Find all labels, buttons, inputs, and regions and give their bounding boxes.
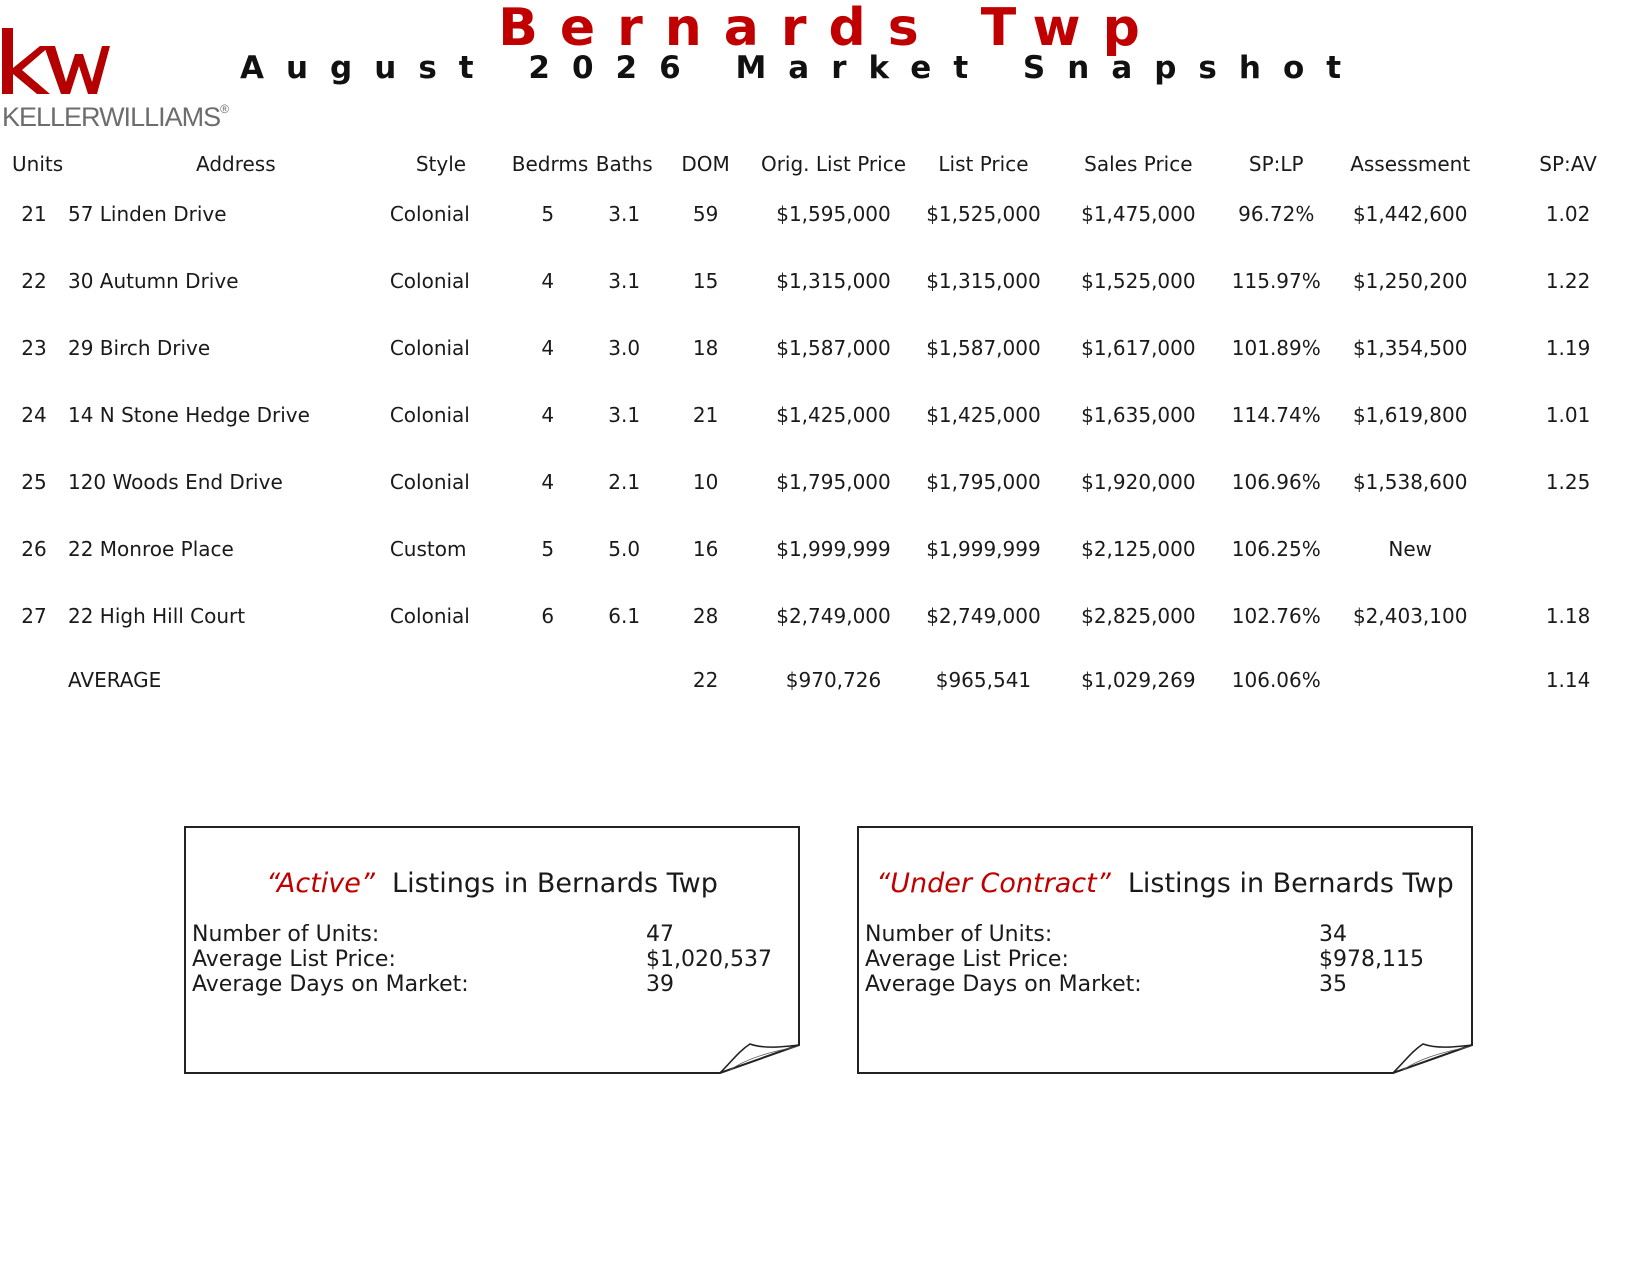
cell-baths: 3.1 [608, 268, 641, 293]
cell-assessment: $1,538,600 [1352, 469, 1468, 494]
cell-baths: 3.1 [608, 402, 641, 427]
cell-sp-lp: 114.74% [1231, 402, 1321, 427]
col-header-list-price: List Price [938, 152, 1029, 176]
cell-address: 22 Monroe Place [67, 536, 234, 561]
cell-dom: 16 [692, 536, 719, 561]
active-stat-avg-dom [192, 972, 792, 997]
stat-value: 47 [646, 922, 674, 947]
cell-unit: 23 [21, 335, 47, 360]
active-title-text: Listings in Bernards Twp [392, 868, 718, 899]
cell-bedrooms: 4 [541, 335, 555, 360]
active-stats [192, 922, 792, 997]
cell-sales-price: $1,635,000 [1081, 402, 1196, 427]
contract-stat-avg-dom [865, 972, 1465, 997]
cell-sp-av: 1.22 [1545, 268, 1591, 293]
cell-list-price: $1,425,000 [926, 402, 1041, 427]
stat-value: 35 [1319, 972, 1347, 997]
stat-label: Average Days on Market: [865, 972, 1142, 997]
cell-bedrooms: 4 [541, 469, 555, 494]
col-header-address: Address [195, 152, 276, 176]
cell-baths: 3.0 [608, 335, 641, 360]
col-header-sp-lp: SP:LP [1248, 152, 1304, 176]
brand-bold: KELLER [2, 102, 100, 132]
keller-williams-logo [0, 22, 240, 137]
cell-style: Colonial [389, 402, 470, 427]
cell-dom: 59 [692, 201, 719, 226]
cell-empty [596, 649, 653, 711]
cell-style: Colonial [389, 335, 470, 360]
cell-unit: 22 [21, 268, 47, 293]
contract-stats [865, 922, 1465, 997]
cell-orig-list-price: $1,315,000 [776, 268, 891, 293]
cell-style: Colonial [389, 268, 470, 293]
cell-sales-price: $1,475,000 [1081, 201, 1196, 226]
stat-label: Average Days on Market: [192, 972, 469, 997]
col-header-baths: Baths [595, 152, 653, 176]
table-header-row [0, 148, 1650, 180]
contract-panel-title [857, 868, 1473, 899]
col-header-dom: DOM [681, 152, 730, 176]
cell-orig-list-price: $1,999,999 [776, 536, 891, 561]
cell-style: Colonial [389, 469, 470, 494]
col-header-assessment: Assessment [1350, 152, 1471, 176]
cell-empty [0, 649, 68, 711]
sales-table [0, 148, 1650, 711]
cell-sales-price: $2,825,000 [1081, 603, 1196, 628]
keller-williams-wordmark [2, 102, 228, 133]
cell-unit: 24 [21, 402, 47, 427]
cell-baths: 6.1 [608, 603, 641, 628]
cell-sp-av: 1.18 [1545, 603, 1591, 628]
col-header-bedrooms: Bedrms [511, 152, 589, 176]
contract-stat-avg-list-price [865, 947, 1465, 972]
cell-average-list-price: $965,541 [935, 668, 1032, 692]
table-row [0, 314, 1650, 381]
cell-assessment: $1,619,800 [1352, 402, 1468, 427]
cell-list-price: $2,749,000 [926, 603, 1041, 628]
cell-sp-av: 1.25 [1545, 469, 1591, 494]
table-row [0, 448, 1650, 515]
table-row [0, 582, 1650, 649]
cell-address: 22 High Hill Court [67, 603, 246, 628]
col-header-units: Units [12, 152, 64, 176]
cell-orig-list-price: $1,425,000 [776, 402, 891, 427]
cell-assessment: New [1388, 536, 1432, 561]
cell-assessment: $1,442,600 [1352, 201, 1468, 226]
cell-sp-av: 1.02 [1545, 201, 1591, 226]
cell-sales-price: $1,525,000 [1081, 268, 1196, 293]
active-panel-title [184, 868, 800, 899]
page-title: Bernards Twp [498, 0, 1162, 58]
cell-style: Custom [389, 536, 467, 561]
cell-address: 30 Autumn Drive [67, 268, 239, 293]
cell-dom: 21 [692, 402, 719, 427]
under-contract-listings-panel [857, 826, 1473, 1074]
table-row [0, 180, 1650, 247]
cell-unit: 27 [21, 603, 47, 628]
page-subtitle: August 2026 Market Snapshot [240, 50, 1364, 86]
cell-orig-list-price: $2,749,000 [776, 603, 891, 628]
cell-unit: 26 [21, 536, 47, 561]
cell-style: Colonial [389, 603, 470, 628]
cell-orig-list-price: $1,587,000 [776, 335, 891, 360]
cell-empty [500, 649, 596, 711]
cell-sales-price: $1,920,000 [1081, 469, 1196, 494]
cell-average-orig-list-price: $970,726 [785, 668, 882, 692]
stat-value: $1,020,537 [646, 947, 772, 972]
cell-list-price: $1,587,000 [926, 335, 1041, 360]
table-row [0, 381, 1650, 448]
cell-assessment: $2,403,100 [1352, 603, 1468, 628]
cell-baths: 2.1 [608, 469, 641, 494]
col-header-sales-price: Sales Price [1084, 152, 1193, 176]
contract-stat-units [865, 922, 1465, 947]
cell-average-sp-lp: 106.06% [1231, 668, 1321, 692]
cell-bedrooms: 4 [541, 268, 555, 293]
cell-list-price: $1,525,000 [926, 201, 1041, 226]
cell-empty [378, 649, 500, 711]
cell-bedrooms: 4 [541, 402, 555, 427]
cell-sp-lp: 115.97% [1231, 268, 1321, 293]
cell-sp-av [1486, 515, 1650, 582]
col-header-orig-list-price: Orig. List Price [760, 152, 907, 176]
cell-unit: 21 [21, 201, 47, 226]
cell-average-sales-price: $1,029,269 [1081, 668, 1196, 692]
sales-table-body [0, 180, 1650, 711]
registered-mark: ® [220, 102, 228, 116]
cell-bedrooms: 5 [541, 536, 555, 561]
cell-assessment: $1,250,200 [1352, 268, 1468, 293]
cell-sp-lp: 106.25% [1231, 536, 1321, 561]
cell-list-price: $1,999,999 [926, 536, 1041, 561]
col-header-style: Style [415, 152, 467, 176]
cell-sp-lp: 96.72% [1238, 201, 1315, 226]
cell-bedrooms: 6 [541, 603, 555, 628]
cell-average-dom: 22 [692, 668, 719, 692]
cell-sp-lp: 101.89% [1231, 335, 1321, 360]
table-row [0, 247, 1650, 314]
active-stat-units [192, 922, 792, 947]
cell-list-price: $1,795,000 [926, 469, 1041, 494]
cell-dom: 28 [692, 603, 719, 628]
kw-logo-icon [0, 22, 110, 97]
col-header-sp-av: SP:AV [1539, 152, 1597, 176]
cell-orig-list-price: $1,795,000 [776, 469, 891, 494]
cell-sp-lp: 102.76% [1231, 603, 1321, 628]
brand-light: WILLIAMS [99, 102, 221, 132]
active-status-label: “Active” [266, 868, 375, 899]
cell-address: 29 Birch Drive [67, 335, 211, 360]
stat-label: Average List Price: [192, 947, 396, 972]
cell-address: 57 Linden Drive [67, 201, 227, 226]
stat-value: 39 [646, 972, 674, 997]
contract-status-label: “Under Contract” [876, 868, 1111, 899]
cell-baths: 5.0 [608, 536, 641, 561]
cell-sp-av: 1.01 [1545, 402, 1591, 427]
cell-unit: 25 [21, 469, 47, 494]
cell-sp-av: 1.19 [1545, 335, 1591, 360]
cell-empty [1334, 649, 1486, 711]
cell-address: 120 Woods End Drive [67, 469, 283, 494]
cell-dom: 15 [692, 268, 719, 293]
cell-baths: 3.1 [608, 201, 641, 226]
stat-label: Number of Units: [865, 922, 1053, 947]
cell-list-price: $1,315,000 [926, 268, 1041, 293]
cell-sp-lp: 106.96% [1231, 469, 1321, 494]
contract-title-text: Listings in Bernards Twp [1127, 868, 1454, 899]
active-stat-avg-list-price [192, 947, 792, 972]
stat-label: Number of Units: [192, 922, 380, 947]
cell-dom: 10 [692, 469, 719, 494]
cell-average-sp-av: 1.14 [1545, 668, 1591, 692]
cell-style: Colonial [389, 201, 470, 226]
table-row [0, 515, 1650, 582]
cell-sales-price: $2,125,000 [1081, 536, 1196, 561]
cell-bedrooms: 5 [541, 201, 555, 226]
stat-value: $978,115 [1319, 947, 1424, 972]
average-row [0, 649, 1650, 711]
cell-sales-price: $1,617,000 [1081, 335, 1196, 360]
cell-address: 14 N Stone Hedge Drive [67, 402, 310, 427]
cell-orig-list-price: $1,595,000 [776, 201, 891, 226]
cell-assessment: $1,354,500 [1352, 335, 1468, 360]
stat-label: Average List Price: [865, 947, 1069, 972]
stat-value: 34 [1319, 922, 1347, 947]
cell-average-label: AVERAGE [67, 668, 162, 692]
active-listings-panel [184, 826, 800, 1074]
cell-dom: 18 [692, 335, 719, 360]
